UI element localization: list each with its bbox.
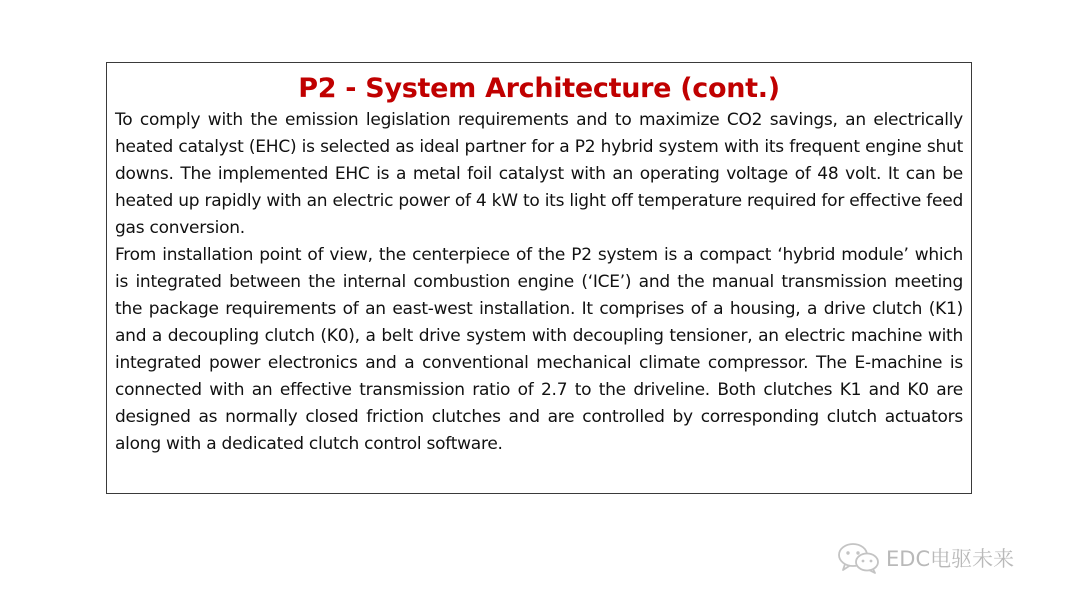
watermark-text: EDC电驱未来 — [886, 547, 1015, 571]
paragraph-ehc: To comply with the emission legislation requirements and to maximize CO2 savings, an electrically heated catalyst (EHC) is selected as ideal partner for a P2 hybrid system with its frequent engine shut downs. The implemented EHC is a metal foil catalyst with an operating voltage of 48 volt. It can be heated up rapidly with an electric power of 4 kW to its light off temperature required for effective feed gas conversion. — [115, 110, 963, 238]
watermark — [836, 542, 1014, 574]
paragraph-installation: From installation point of view, the centerpiece of the P2 system is a compact ‘hybrid module’ which is integrated between the internal combustion engine (‘ICE’) and the manual transmission meeting the package requirements of an east-west installation. It comprises of a housing, a drive clutch (K1) and a decoupling clutch (K0), a belt drive system with decoupling tensioner, an electric machine with integrated power electronics and a conventional mechanical climate compressor. The E-machine is connected with an effective transmission ratio of 2.7 to the driveline. Both clutches K1 and K0 are designed as normally closed friction clutches and are controlled by corresponding clutch actuators along with a dedicated clutch control software. — [115, 245, 963, 454]
text-box — [106, 62, 972, 494]
slide-title: P2 - System Architecture (cont.) — [298, 73, 780, 104]
wechat-icon — [836, 542, 880, 574]
